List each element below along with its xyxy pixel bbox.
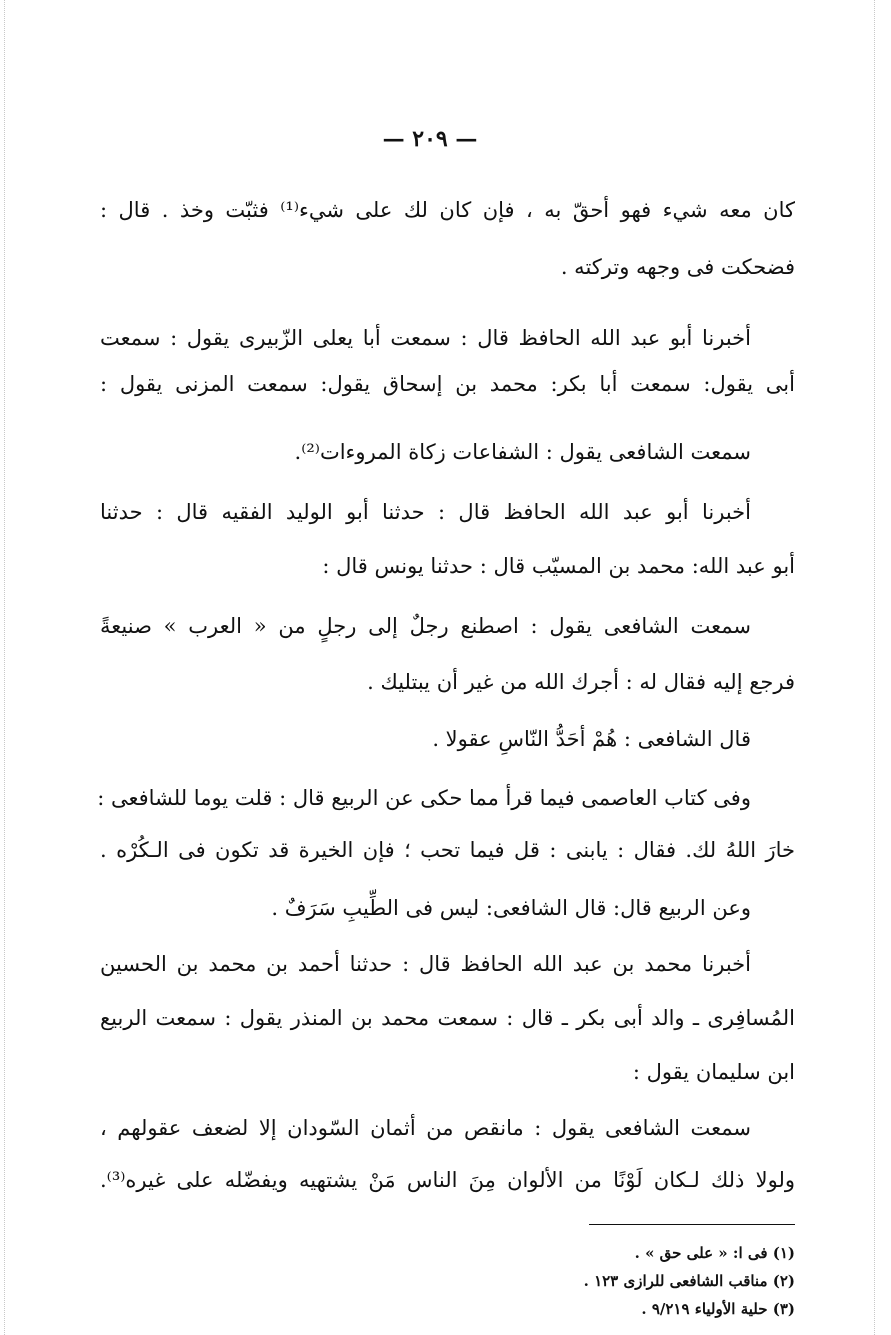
text-line: أبو عبد الله: محمد بن المسيّب قال : حدثنا يونس قال : [322, 554, 795, 578]
text-line: سمعت الشافعى يقول : اصطنع رجلٌ إلى رجلٍ من « العرب » صنيعةً [100, 614, 751, 638]
text-line: وعن الربيع قال: قال الشافعى: ليس فى الطِّيبِ سَرَفٌ . [271, 896, 751, 920]
text-line: فرجع إليه فقال له : أجرك الله من غير أن يبتليك . [367, 670, 795, 694]
text-line: سمعت الشافعى يقول : مانقص من أثمان السّودان إلا لضعف عقولهم ، [100, 1116, 751, 1140]
text-line: المُسافِرى ـ والد أبى بكر ـ قال : سمعت محمد بن المنذر يقول : سمعت الربيع [100, 1006, 795, 1030]
text-line: أخبرنا أبو عبد الله الحافظ قال : حدثنا أبو الوليد الفقيه قال : حدثنا [100, 500, 751, 524]
text-line: أخبرنا أبو عبد الله الحافظ قال : سمعت أبا يعلى الزّبيرى يقول : سمعت [100, 326, 751, 350]
text-line: ابن سليمان يقول : [632, 1060, 795, 1084]
text-line: فضحكت فى وجهه وتركته . [560, 255, 795, 279]
text-line: قال الشافعى : هُمْ أحَدُّ النّاسِ عقولا . [432, 727, 751, 751]
footnote: (٣) حلية الأولياء ٩/٢١٩ . [641, 1300, 795, 1318]
text-line: كان معه شيء فهو أحقّ به ، فإن كان لك على شيء⁽¹⁾ فثبّت وخذ . قال : [100, 198, 795, 222]
text-line: أبى يقول: سمعت أبا بكر: محمد بن إسحاق يقول: سمعت المزنى يقول : [100, 372, 795, 396]
text-line: وفى كتاب العاصمى فيما قرأ مما حكى عن الربيع قال : قلت يوما للشافعى : [97, 786, 751, 810]
text-line: سمعت الشافعى يقول : الشفاعات زكاة المروءات⁽²⁾. [294, 440, 751, 464]
text-line: خارَ اللهُ لك. فقال : يابنى : قل فيما تحب ؛ فإن الخيرة قد تكون فى الـكُرْه . [100, 838, 795, 862]
page-number: — ٢٠٩ — [382, 126, 478, 152]
text-line: أخبرنا محمد بن عبد الله الحافظ قال : حدثنا أحمد بن محمد بن الحسين [100, 952, 751, 976]
footnote: (٢) مناقب الشافعى للرازى ١٢٣ . [583, 1272, 795, 1290]
footnote-divider [589, 1224, 795, 1225]
text-line: ولولا ذلك لـكان لَوْنًا من الألوان مِنَ الناس مَنْ يشتهيه ويفضّله على غيره⁽³⁾. [100, 1168, 795, 1192]
footnote: (١) فى ا: « على حق » . [634, 1244, 795, 1262]
